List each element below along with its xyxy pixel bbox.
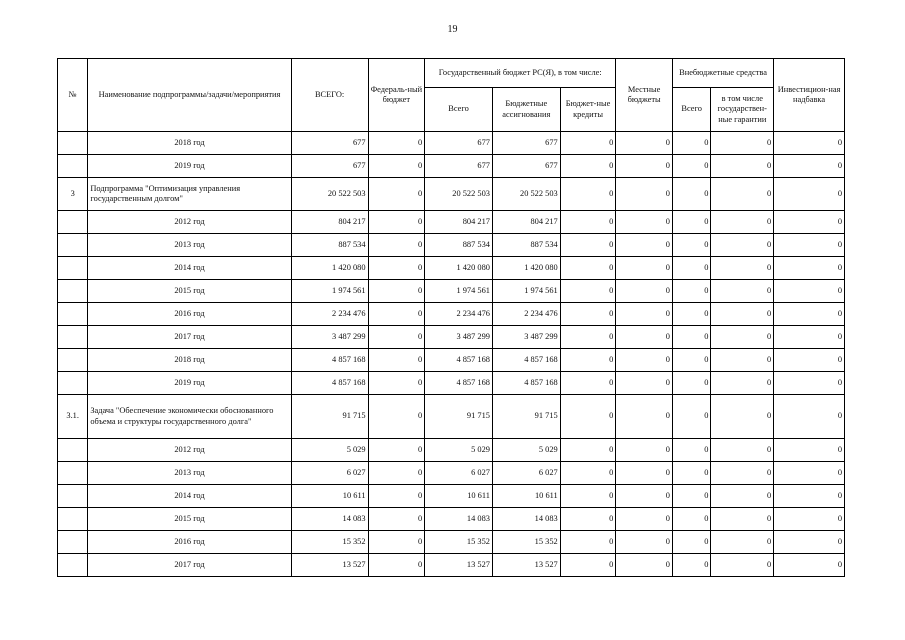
invest-cell: 0 (774, 326, 845, 349)
total-cell: 91 715 (291, 395, 368, 439)
total-cell: 20 522 503 (291, 178, 368, 211)
row-name-cell: 2018 год (88, 132, 291, 155)
state-all-cell: 1 974 561 (425, 280, 493, 303)
state-credit-cell: 0 (560, 234, 616, 257)
total-cell: 804 217 (291, 211, 368, 234)
row-number-cell (58, 554, 88, 577)
table-row (58, 395, 845, 439)
local-cell: 0 (616, 554, 673, 577)
extra-guar-cell: 0 (711, 178, 774, 211)
header-state-credit: Бюджет-ные кредиты (560, 88, 616, 132)
row-name-cell: 2012 год (88, 439, 291, 462)
extra-guar-cell: 0 (711, 395, 774, 439)
total-cell: 4 857 168 (291, 372, 368, 395)
row-name-cell: Задача "Обеспечение экономически обоснованного объема и структуры государственного долга" (88, 395, 291, 439)
extra-all-cell: 0 (672, 132, 710, 155)
extra-guar-cell: 0 (711, 531, 774, 554)
federal-cell: 0 (368, 155, 425, 178)
total-cell: 5 029 (291, 439, 368, 462)
row-number-cell (58, 257, 88, 280)
state-all-cell: 3 487 299 (425, 326, 493, 349)
federal-cell: 0 (368, 395, 425, 439)
invest-cell: 0 (774, 178, 845, 211)
invest-cell: 0 (774, 155, 845, 178)
state-credit-cell: 0 (560, 395, 616, 439)
extra-all-cell: 0 (672, 326, 710, 349)
row-name-cell: 2019 год (88, 372, 291, 395)
federal-cell: 0 (368, 554, 425, 577)
invest-cell: 0 (774, 132, 845, 155)
state-assign-cell: 91 715 (492, 395, 560, 439)
extra-guar-cell: 0 (711, 257, 774, 280)
total-cell: 887 534 (291, 234, 368, 257)
row-number-cell (58, 326, 88, 349)
state-assign-cell: 15 352 (492, 531, 560, 554)
row-number-cell (58, 280, 88, 303)
header-name: Наименование подпрограммы/задачи/мероприятия (88, 59, 291, 132)
row-name-cell: 2014 год (88, 485, 291, 508)
table-row (58, 132, 845, 155)
federal-cell: 0 (368, 326, 425, 349)
table-row (58, 178, 845, 211)
extra-all-cell: 0 (672, 178, 710, 211)
table-row (58, 326, 845, 349)
budget-table (57, 58, 845, 577)
federal-cell: 0 (368, 462, 425, 485)
state-credit-cell: 0 (560, 554, 616, 577)
extra-guar-cell: 0 (711, 280, 774, 303)
invest-cell: 0 (774, 280, 845, 303)
extra-guar-cell: 0 (711, 372, 774, 395)
local-cell: 0 (616, 349, 673, 372)
table-row (58, 234, 845, 257)
invest-cell: 0 (774, 485, 845, 508)
table-row (58, 485, 845, 508)
state-all-cell: 5 029 (425, 439, 493, 462)
table-row (58, 554, 845, 577)
state-assign-cell: 6 027 (492, 462, 560, 485)
local-cell: 0 (616, 257, 673, 280)
local-cell: 0 (616, 155, 673, 178)
total-cell: 1 974 561 (291, 280, 368, 303)
table-row (58, 280, 845, 303)
table-row (58, 155, 845, 178)
extra-all-cell: 0 (672, 462, 710, 485)
state-credit-cell: 0 (560, 280, 616, 303)
row-number-cell (58, 303, 88, 326)
row-number-cell (58, 234, 88, 257)
total-cell: 677 (291, 132, 368, 155)
state-credit-cell: 0 (560, 439, 616, 462)
state-all-cell: 4 857 168 (425, 372, 493, 395)
local-cell: 0 (616, 508, 673, 531)
state-credit-cell: 0 (560, 132, 616, 155)
state-credit-cell: 0 (560, 462, 616, 485)
row-name-cell: 2012 год (88, 211, 291, 234)
invest-cell: 0 (774, 395, 845, 439)
table-row (58, 349, 845, 372)
state-all-cell: 2 234 476 (425, 303, 493, 326)
row-number-cell (58, 485, 88, 508)
total-cell: 3 487 299 (291, 326, 368, 349)
local-cell: 0 (616, 211, 673, 234)
invest-cell: 0 (774, 439, 845, 462)
row-number-cell (58, 372, 88, 395)
state-all-cell: 14 083 (425, 508, 493, 531)
extra-all-cell: 0 (672, 372, 710, 395)
total-cell: 13 527 (291, 554, 368, 577)
state-all-cell: 6 027 (425, 462, 493, 485)
invest-cell: 0 (774, 508, 845, 531)
row-number-cell: 3.1. (58, 395, 88, 439)
invest-cell: 0 (774, 372, 845, 395)
row-number-cell (58, 211, 88, 234)
table-row (58, 211, 845, 234)
row-name-cell: 2018 год (88, 349, 291, 372)
local-cell: 0 (616, 462, 673, 485)
extra-all-cell: 0 (672, 155, 710, 178)
local-cell: 0 (616, 132, 673, 155)
federal-cell: 0 (368, 178, 425, 211)
state-all-cell: 20 522 503 (425, 178, 493, 211)
state-credit-cell: 0 (560, 349, 616, 372)
state-assign-cell: 677 (492, 132, 560, 155)
extra-all-cell: 0 (672, 485, 710, 508)
invest-cell: 0 (774, 211, 845, 234)
state-all-cell: 13 527 (425, 554, 493, 577)
extra-all-cell: 0 (672, 508, 710, 531)
invest-cell: 0 (774, 462, 845, 485)
local-cell: 0 (616, 531, 673, 554)
federal-cell: 0 (368, 303, 425, 326)
invest-cell: 0 (774, 531, 845, 554)
state-all-cell: 677 (425, 155, 493, 178)
federal-cell: 0 (368, 485, 425, 508)
state-all-cell: 10 611 (425, 485, 493, 508)
extra-guar-cell: 0 (711, 508, 774, 531)
extra-all-cell: 0 (672, 234, 710, 257)
state-all-cell: 4 857 168 (425, 349, 493, 372)
extra-all-cell: 0 (672, 554, 710, 577)
table-row (58, 462, 845, 485)
state-credit-cell: 0 (560, 508, 616, 531)
total-cell: 677 (291, 155, 368, 178)
federal-cell: 0 (368, 234, 425, 257)
federal-cell: 0 (368, 372, 425, 395)
federal-cell: 0 (368, 349, 425, 372)
header-total: ВСЕГО: (291, 59, 368, 132)
total-cell: 15 352 (291, 531, 368, 554)
state-assign-cell: 4 857 168 (492, 349, 560, 372)
row-name-cell: 2013 год (88, 462, 291, 485)
federal-cell: 0 (368, 257, 425, 280)
extra-all-cell: 0 (672, 280, 710, 303)
state-assign-cell: 3 487 299 (492, 326, 560, 349)
table-body (58, 132, 845, 577)
table-header (58, 59, 845, 132)
state-credit-cell: 0 (560, 531, 616, 554)
row-name-cell: Подпрограмма "Оптимизация управления государственным долгом" (88, 178, 291, 211)
local-cell: 0 (616, 326, 673, 349)
local-cell: 0 (616, 485, 673, 508)
extra-guar-cell: 0 (711, 439, 774, 462)
table-row (58, 531, 845, 554)
row-name-cell: 2017 год (88, 326, 291, 349)
federal-cell: 0 (368, 439, 425, 462)
extra-guar-cell: 0 (711, 485, 774, 508)
state-assign-cell: 677 (492, 155, 560, 178)
header-local: Местные бюджеты (616, 59, 673, 132)
extra-guar-cell: 0 (711, 234, 774, 257)
federal-cell: 0 (368, 531, 425, 554)
table-row (58, 372, 845, 395)
federal-cell: 0 (368, 280, 425, 303)
state-credit-cell: 0 (560, 485, 616, 508)
table-row (58, 257, 845, 280)
state-assign-cell: 804 217 (492, 211, 560, 234)
extra-all-cell: 0 (672, 303, 710, 326)
header-state-assign: Бюджетные ассигнования (492, 88, 560, 132)
extra-guar-cell: 0 (711, 349, 774, 372)
state-all-cell: 1 420 080 (425, 257, 493, 280)
extra-guar-cell: 0 (711, 132, 774, 155)
total-cell: 6 027 (291, 462, 368, 485)
header-extra-guar: в том числе государствен-ные гарантии (711, 88, 774, 132)
federal-cell: 0 (368, 132, 425, 155)
local-cell: 0 (616, 280, 673, 303)
row-name-cell: 2013 год (88, 234, 291, 257)
state-assign-cell: 887 534 (492, 234, 560, 257)
row-number-cell (58, 439, 88, 462)
state-credit-cell: 0 (560, 211, 616, 234)
row-number-cell (58, 508, 88, 531)
state-credit-cell: 0 (560, 326, 616, 349)
row-number-cell (58, 462, 88, 485)
state-assign-cell: 13 527 (492, 554, 560, 577)
total-cell: 1 420 080 (291, 257, 368, 280)
state-credit-cell: 0 (560, 372, 616, 395)
state-credit-cell: 0 (560, 155, 616, 178)
extra-guar-cell: 0 (711, 554, 774, 577)
extra-all-cell: 0 (672, 439, 710, 462)
total-cell: 14 083 (291, 508, 368, 531)
invest-cell: 0 (774, 349, 845, 372)
state-all-cell: 15 352 (425, 531, 493, 554)
table-row (58, 508, 845, 531)
federal-cell: 0 (368, 508, 425, 531)
header-invest: Инвестицион-ная надбавка (774, 59, 845, 132)
local-cell: 0 (616, 372, 673, 395)
row-name-cell: 2017 год (88, 554, 291, 577)
local-cell: 0 (616, 234, 673, 257)
state-assign-cell: 2 234 476 (492, 303, 560, 326)
header-federal: Федераль-ный бюджет (368, 59, 425, 132)
state-credit-cell: 0 (560, 257, 616, 280)
state-assign-cell: 20 522 503 (492, 178, 560, 211)
header-state-budget: Государственный бюджет РС(Я), в том числе: (425, 59, 616, 88)
state-assign-cell: 1 974 561 (492, 280, 560, 303)
state-all-cell: 677 (425, 132, 493, 155)
row-name-cell: 2015 год (88, 280, 291, 303)
row-name-cell: 2016 год (88, 303, 291, 326)
invest-cell: 0 (774, 303, 845, 326)
state-credit-cell: 0 (560, 178, 616, 211)
total-cell: 10 611 (291, 485, 368, 508)
total-cell: 4 857 168 (291, 349, 368, 372)
state-assign-cell: 1 420 080 (492, 257, 560, 280)
local-cell: 0 (616, 178, 673, 211)
table-row (58, 439, 845, 462)
state-assign-cell: 10 611 (492, 485, 560, 508)
row-number-cell (58, 155, 88, 178)
header-extra-all: Всего (672, 88, 710, 132)
table-row (58, 303, 845, 326)
header-extra: Внебюджетные средства (672, 59, 773, 88)
invest-cell: 0 (774, 554, 845, 577)
state-all-cell: 887 534 (425, 234, 493, 257)
extra-guar-cell: 0 (711, 303, 774, 326)
invest-cell: 0 (774, 234, 845, 257)
extra-guar-cell: 0 (711, 326, 774, 349)
extra-all-cell: 0 (672, 349, 710, 372)
extra-all-cell: 0 (672, 531, 710, 554)
row-name-cell: 2016 год (88, 531, 291, 554)
extra-guar-cell: 0 (711, 155, 774, 178)
header-no: № (58, 59, 88, 132)
extra-all-cell: 0 (672, 257, 710, 280)
local-cell: 0 (616, 303, 673, 326)
local-cell: 0 (616, 439, 673, 462)
state-all-cell: 91 715 (425, 395, 493, 439)
total-cell: 2 234 476 (291, 303, 368, 326)
row-name-cell: 2014 год (88, 257, 291, 280)
extra-guar-cell: 0 (711, 462, 774, 485)
invest-cell: 0 (774, 257, 845, 280)
page-number: 19 (447, 24, 458, 35)
state-credit-cell: 0 (560, 303, 616, 326)
federal-cell: 0 (368, 211, 425, 234)
extra-all-cell: 0 (672, 395, 710, 439)
row-number-cell (58, 349, 88, 372)
state-assign-cell: 4 857 168 (492, 372, 560, 395)
extra-all-cell: 0 (672, 211, 710, 234)
row-name-cell: 2015 год (88, 508, 291, 531)
state-assign-cell: 5 029 (492, 439, 560, 462)
row-name-cell: 2019 год (88, 155, 291, 178)
header-state-all: Всего (425, 88, 493, 132)
state-all-cell: 804 217 (425, 211, 493, 234)
row-number-cell (58, 132, 88, 155)
local-cell: 0 (616, 395, 673, 439)
row-number-cell (58, 531, 88, 554)
row-number-cell: 3 (58, 178, 88, 211)
state-assign-cell: 14 083 (492, 508, 560, 531)
extra-guar-cell: 0 (711, 211, 774, 234)
